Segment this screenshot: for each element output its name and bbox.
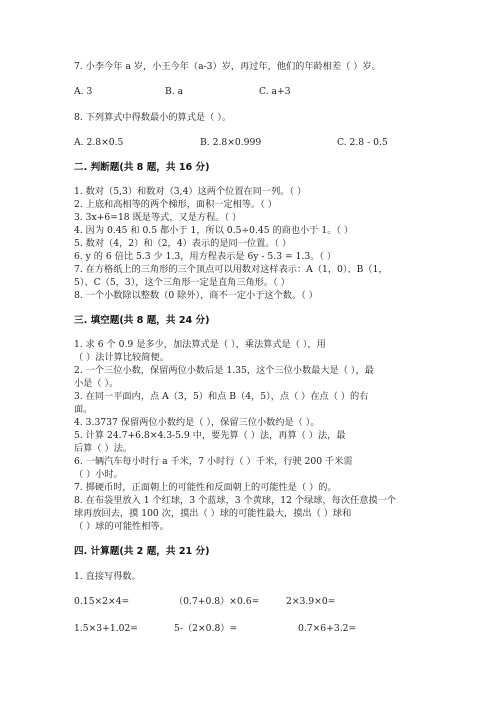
judge-item-5: 5. 数对（4，2）和（2，4）表示的是同一位置。（ ） [74, 238, 292, 249]
fill-item-6-line-2: （ ）小时。 [74, 469, 123, 480]
fill-item-6-line-1: 6. 一辆汽车每小时行 a 千米，7 小时行（ ）千米，行驶 200 千米需 [74, 456, 353, 467]
fill-item-1-line-1: 1. 求 6 个 0.9 是多少，加法算式是（ ），乘法算式是（ ），用 [74, 339, 326, 350]
calc-item-5: 5-（2×0.8）= [174, 623, 238, 634]
fill-item-5-line-2: 后算（ ）法。 [74, 443, 133, 454]
calc-item-3: 2×3.9×0= [286, 596, 336, 607]
fill-item-2-line-1: 2. 一个三位小数，保留两位小数后是 1.35，这个三位小数最大是（ ），最 [74, 365, 374, 376]
section-2-title: 二. 判断题(共 8 题，共 16 分) [74, 162, 210, 173]
q7-option-b: B. a [165, 86, 184, 97]
judge-item-4: 4. 因为 0.45 和 0.5 都小于 1，所以 0.5÷0.45 的商也小于 1。（ ） [74, 225, 354, 236]
section-4-title: 四. 计算题(共 2 题，共 21 分) [74, 546, 210, 557]
fill-item-5-line-1: 5. 计算 24.7+6.8×4.3-5.9 中，要先算（ ）法，再算（ ）法，最 [74, 430, 346, 441]
judge-item-8: 8. 一个小数除以整数（0 除外），商不一定小于这个数。（ ） [74, 290, 318, 301]
calc-item-1: 0.15×2×4= [74, 596, 130, 607]
q8-option-c: C. 2.8 - 0.5 [337, 137, 388, 148]
judge-item-1: 1. 数对（5,3）和数对（3,4）这两个位置在同一列。（ ） [74, 186, 307, 197]
judge-item-3: 3. 3x+6=18 既是等式，又是方程。（ ） [74, 212, 242, 223]
q8-stem: 8. 下列算式中得数最小的算式是（ ）。 [74, 112, 232, 123]
fill-item-3-line-2: 面。 [74, 404, 93, 415]
calc-intro: 1. 直接写得数。 [74, 571, 141, 582]
q7-stem: 7. 小李今年 a 岁，小王今年（a-3）岁，再过年，他们的年龄相差（ ）岁。 [74, 61, 381, 72]
fill-item-1-line-2: （ ）法计算比较简便。 [74, 352, 169, 363]
q7-option-a: A. 3 [74, 86, 93, 97]
q8-option-b: B. 2.8×0.999 [200, 137, 262, 148]
fill-item-2-line-2: 小是（ ）。 [74, 378, 119, 389]
q7-option-c: C. a+3 [259, 86, 291, 97]
fill-item-8-line-3: （ ）球的可能性相等。 [74, 521, 169, 532]
judge-item-7-line-2: 5）、C（5，3），这个三角形一定是直角三角形。（ ） [74, 277, 290, 288]
fill-item-3-line-1: 3. 在同一平面内，点 A（3，5）和点 B（4，5），点（ ）在点（ ）的右 [74, 391, 369, 402]
calc-item-2: （0.7+0.8）×0.6= [174, 596, 260, 607]
q8-option-a: A. 2.8×0.5 [74, 137, 124, 148]
calc-item-6: 0.7×6+3.2= [298, 623, 357, 634]
calc-item-4: 1.5×3+1.02= [74, 623, 139, 634]
fill-item-8-line-1: 8. 在布袋里放入 1 个红球，3 个蓝球，3 个黄球，12 个绿球，每次任意摸一个 [74, 495, 396, 506]
fill-item-7: 7. 掷硬币时，正面朝上的可能性和反面朝上的可能性是（ ）的。 [74, 482, 337, 493]
fill-item-8-line-2: 球再放回去，摸 100 次，摸出（ ）球的可能性最大，摸出（ ）球和 [74, 508, 352, 519]
judge-item-7-line-1: 7. 在方格纸上的三角形的三个顶点可以用数对这样表示：A（1，0）、B（1， [74, 264, 388, 275]
judge-item-6: 6. y 的 6 倍比 5.3 少 1.3，用方程表示是 6y - 5.3 = 1.3。（ ） [74, 251, 337, 262]
judge-item-2: 2. 上底和高相等的两个梯形，面积一定相等。（ ） [74, 199, 277, 210]
fill-item-4: 4. 3.3737 保留两位小数约是（ ），保留三位小数约是（ ）。 [74, 417, 320, 428]
section-3-title: 三. 填空题(共 8 题，共 24 分) [74, 315, 210, 326]
